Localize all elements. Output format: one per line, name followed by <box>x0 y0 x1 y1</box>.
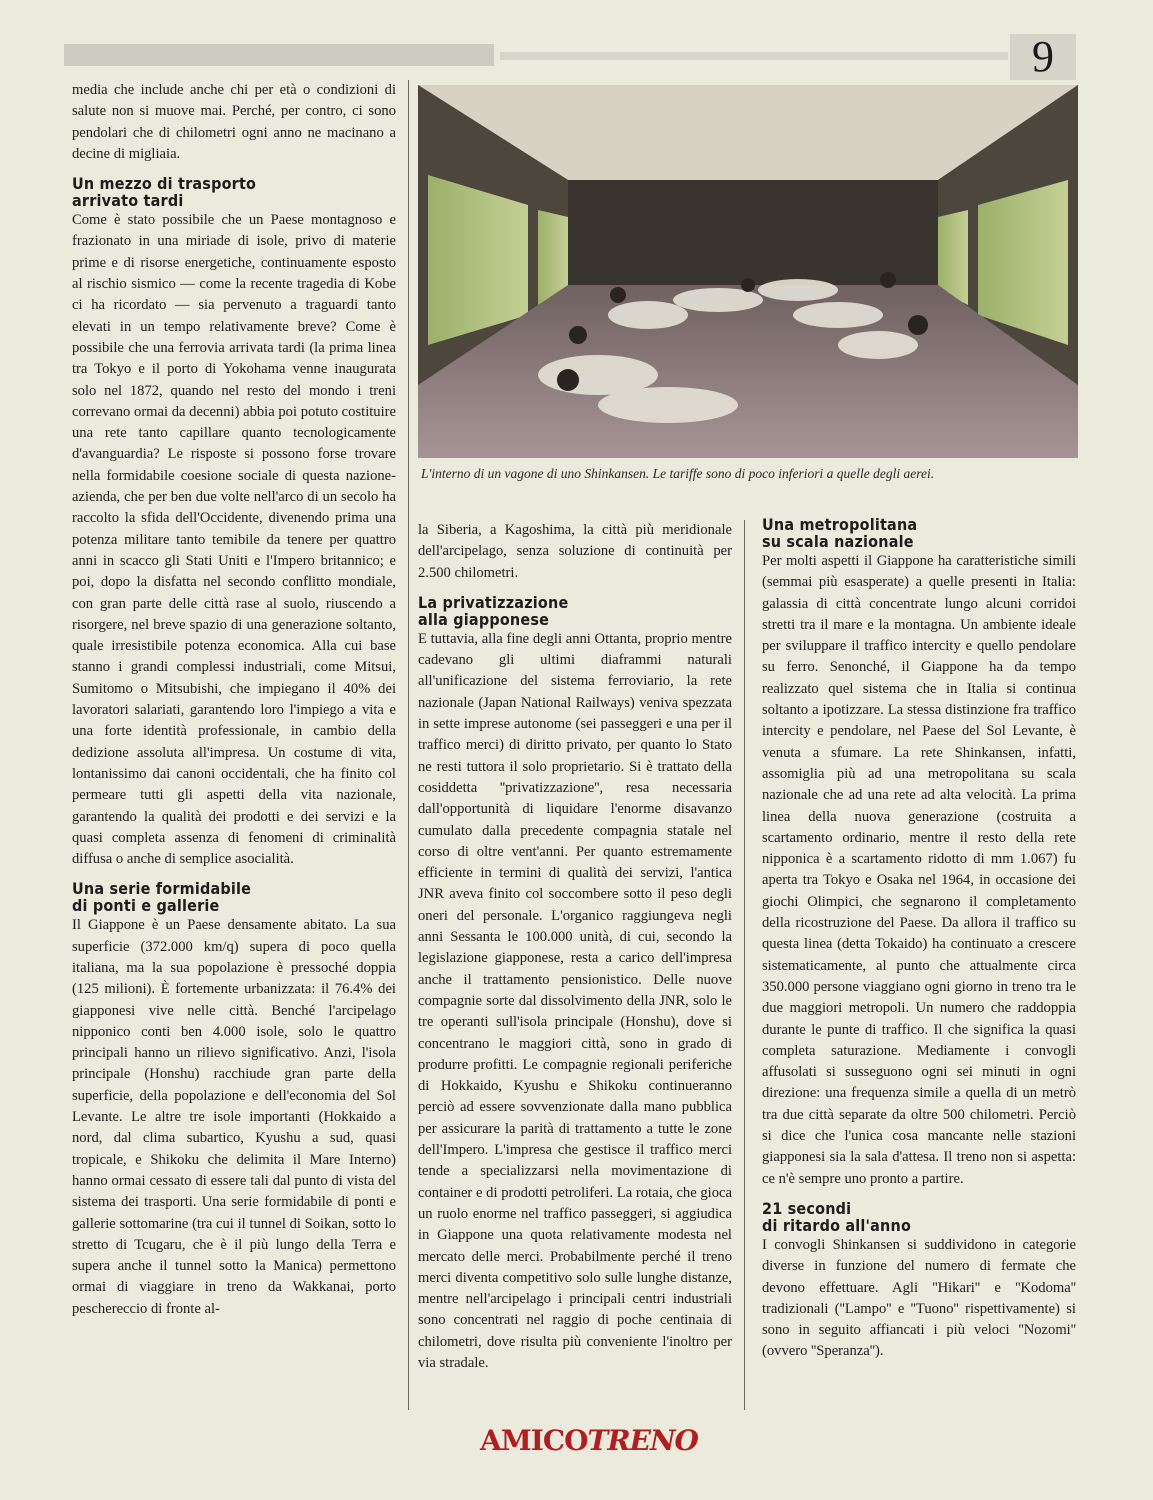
section-heading: Una metropolitana su scala nazionale <box>762 515 918 551</box>
column-divider <box>408 80 409 1410</box>
section-heading: Una serie formidabile di ponti e gallerie <box>72 879 252 916</box>
section-heading: 21 secondi di ritardo all'anno <box>762 1198 912 1235</box>
article-column-3 <box>762 516 1076 1363</box>
section-heading: La privatizzazione alla giapponese <box>418 592 569 629</box>
paragraph: I convogli Shinkansen si suddividono in categorie diverse in funzione del numero di fermate che devono effettuare. Agli ''Hikari'' e ''Kodoma'' tradizionali (''Lampo'' e ''Tuono'' rispettivamente) si sono in seguito affiancati i più veloci ''Nozomi'' (ovvero ''Speranza''). <box>762 1236 1076 1360</box>
magazine-logo: AMICOTRENO <box>480 1424 698 1457</box>
paragraph: la Siberia, a Kagoshima, la città più meridionale dell'arcipelago, senza soluzione di continuità per 2.500 chilometri. <box>418 522 732 581</box>
paragraph: E tuttavia, alla fine degli anni Ottanta, proprio mentre cadevano gli ultimi diaframmi naturali all'unificazione del sistema ferroviario, la rete nazionale (Japan National Railways) veniva spezzata in sette imprese autonome (sei passeggeri e una per il traffico merci) di diritto privato, per quanto lo Stato ne resti tuttora il solo proprietario. Si è trattato della cosiddetta ''privatizzazione'', resa necessaria dall'opportunità di liquidare l'enorme disavanzo cumulato dalla precedente compagnia statale nel corso di oltre vent'anni. Per quanto estremamente efficiente in termini di qualità dei servizi, l'antica JNR aveva finito col soccombere sotto il peso degli oneri del personale. L'organico raggiungeva negli anni Sessanta le 100.000 unità, di cui, secondo la legislazione giapponese, resta a carico dell'impresa anche il trattamento pensionistico. Delle nuove compagnie sorte dal dissolvimento della JNR, solo le tre operanti sull'isola principale (Honshu), dove si concentrano le maggiori città, sono in grado di produrre profitti. Le compagnie regionali periferiche di Hokkaido, Kyushu e Shikoku continueranno perciò ad essere sovvenzionate dalla mano pubblica per assicurare la parità di trattamento a tutte le zone dell'Impero. L'impresa che gestisce il traffico merci tende a specializzarsi nella movimentazione di container e di prodotti petroliferi. La rotaia, che gioca un ruolo enorme nel traffico passeggeri, si aggiudica in Giappone una quota relativamente modesta nel mercato delle merci. Probabilmente perché il treno merci diventa competitivo solo sulle lunghe distanze, mentre nell'arcipelago i principali centri industriali sono concentrati nel raggio di poche centinaia di chilometri, dove risulta più conveniente l'inoltro per via stradale. <box>418 630 732 1371</box>
column-divider <box>744 520 745 1410</box>
paragraph: Il Giappone è un Paese densamente abitato. La sua superficie (372.000 km/q) supera di poco quella italiana, ma la sua popolazione è pressoché doppia (125 milioni). È fortemente urbanizzata: il 76.4% dei giapponesi vive nelle città. Benché l'arcipelago nipponico conti ben 4.000 isole, solo le quattro principali hanno un rilievo significativo. Anzi, l'isola principale (Honshu) racchiude gran parte della superficie, della popolazione e dell'economia del Sol Levante. Le altre tre isole importanti (Hokkaido a nord, dal clima subartico, Kyushu a sud, quasi tropicale, e Shikoku che delimita il Mare Interno) hanno ormai cessato di essere tali dal punto di vista del sistema dei trasporti. Una serie formidabile di ponti e gallerie sottomarine (tra cui il tunnel di Soikan, sotto lo stretto di Tcugaru, che è il più lungo della Terra e supera anche il tunnel sotto la Manica) permettono ormai di viaggiare in treno da Wakkanai, porto peschereccio di fronte al- <box>72 917 396 1317</box>
article-column-1 <box>72 80 396 1320</box>
paragraph: Per molti aspetti il Giappone ha caratteristiche simili (semmai più esasperate) a quelle presenti in Italia: galassia di città concentrate lungo alcuni corridoi stretti tra il mare e la montagna. Un ambiente ideale per sviluppare il traffico intercity e quello pendolare su ferro. Senonché, il Giappone ha da tempo realizzato quel sistema che in Italia si continua soltanto a ipotizzare. La stessa distinzione fra traffico intercity e pendolare, nel Paese del Sol Levante, è venuta a sfumare. La rete Shinkansen, infatti, assomiglia più ad una metropolitana su scala nazionale che ad una rete ad alta velocità. La prima linea della nuova generazione (costruita a scartamento ordinario, mentre il resto della rete nipponica è a scartamento ridotto di mm 1.067) fu aperta tra Tokyo e Osaka nel 1964, in occasione dei giochi Olimpici, che segnarono il completamento della ricostruzione del Paese. Da allora il traffico su questa linea (detta Tokaido) ha continuato a crescere sistematicamente, al punto che attualmente circa 350.000 persone viaggiano ogni giorno in treno tra le due maggiori metropoli. Un numero che raddoppia durante le punte di traffico. Il che significa la quasi completa saturazione. Mediamente i convogli affusolati si susseguono ogni sei minuti in ogni direzione: una frequenza simile a quella di un metrò tra due città separate da oltre 500 chilometri. Perciò si dice che l'unica cosa mancante nelle stazioni giapponesi sia la sala d'attesa. Il treno non si aspetta: ce n'è sempre uno pronto a partire. <box>762 553 1076 1187</box>
paragraph: Come è stato possibile che un Paese montagnoso e frazionato in una miriade di isole, privo di materie prime e di risorse energetiche, continuamente esposto al rischio sismico — come la recente tragedia di Kobe ci ha ricordato — sia pervenuto a traguardi tanto elevati in un tempo relativamente breve? Come è possibile che una ferrovia arrivata tardi (la prima linea tra Tokyo e il porto di Yokohama venne inaugurata solo nel 1872, quando nel resto del mondo i treni correvano ormai da decenni) abbia poi potuto costituire una rete tanto capillare quanto tecnologicamente d'avanguardia? Le risposte si possono forse trovare nella formidabile coesione sociale di questa nazione-azienda, che per ben due volte nell'arco di un secolo ha raccolto la sfida dell'Occidente, divenendo prima una potenza militare tanto temibile da tenere per quattro anni in scacco gli Stati Uniti e l'Impero britannico; e poi, dopo la disfatta nel secondo conflitto mondiale, con gran parte delle città rase al suolo, riuscendo a risorgere, nel breve spazio di una generazione soltanto, quale irresistibile potenza economica. Alla cui base stanno i grandi complessi industriali, come Mitsui, Sumitomo o Mitsubishi, che impiegano il 40% dei lavoratori salariati, garantendo loro l'impiego a vita e una forte identità professionale, in cambio della dedizione assoluta all'impresa. Un costume di vita, lontanissimo dai canoni occidentali, che ha finito col permeare tutti gli aspetti della vita nazionale, garantendo la qualità dei prodotti e dei servizi e la quasi completa assenza di fenomeni di criminalità diffusa o anche di semplice asocialità. <box>72 212 396 868</box>
header-band <box>64 44 494 66</box>
train-interior-photo <box>418 85 1078 458</box>
paragraph: media che include anche chi per età o condizioni di salute non si muove mai. Perché, per contro, ci sono pendolari che di chilometri ogni anno ne macinano a decine di migliaia. <box>72 82 396 162</box>
header-band-secondary <box>500 52 1008 60</box>
page-number: 9 <box>1010 34 1076 80</box>
section-heading: Un mezzo di trasporto arrivato tardi <box>72 174 257 211</box>
photo-caption: L'interno di un vagone di uno Shinkansen. Le tariffe sono di poco inferiori a quelle degli aerei. <box>421 466 935 481</box>
article-column-2 <box>418 520 732 1374</box>
